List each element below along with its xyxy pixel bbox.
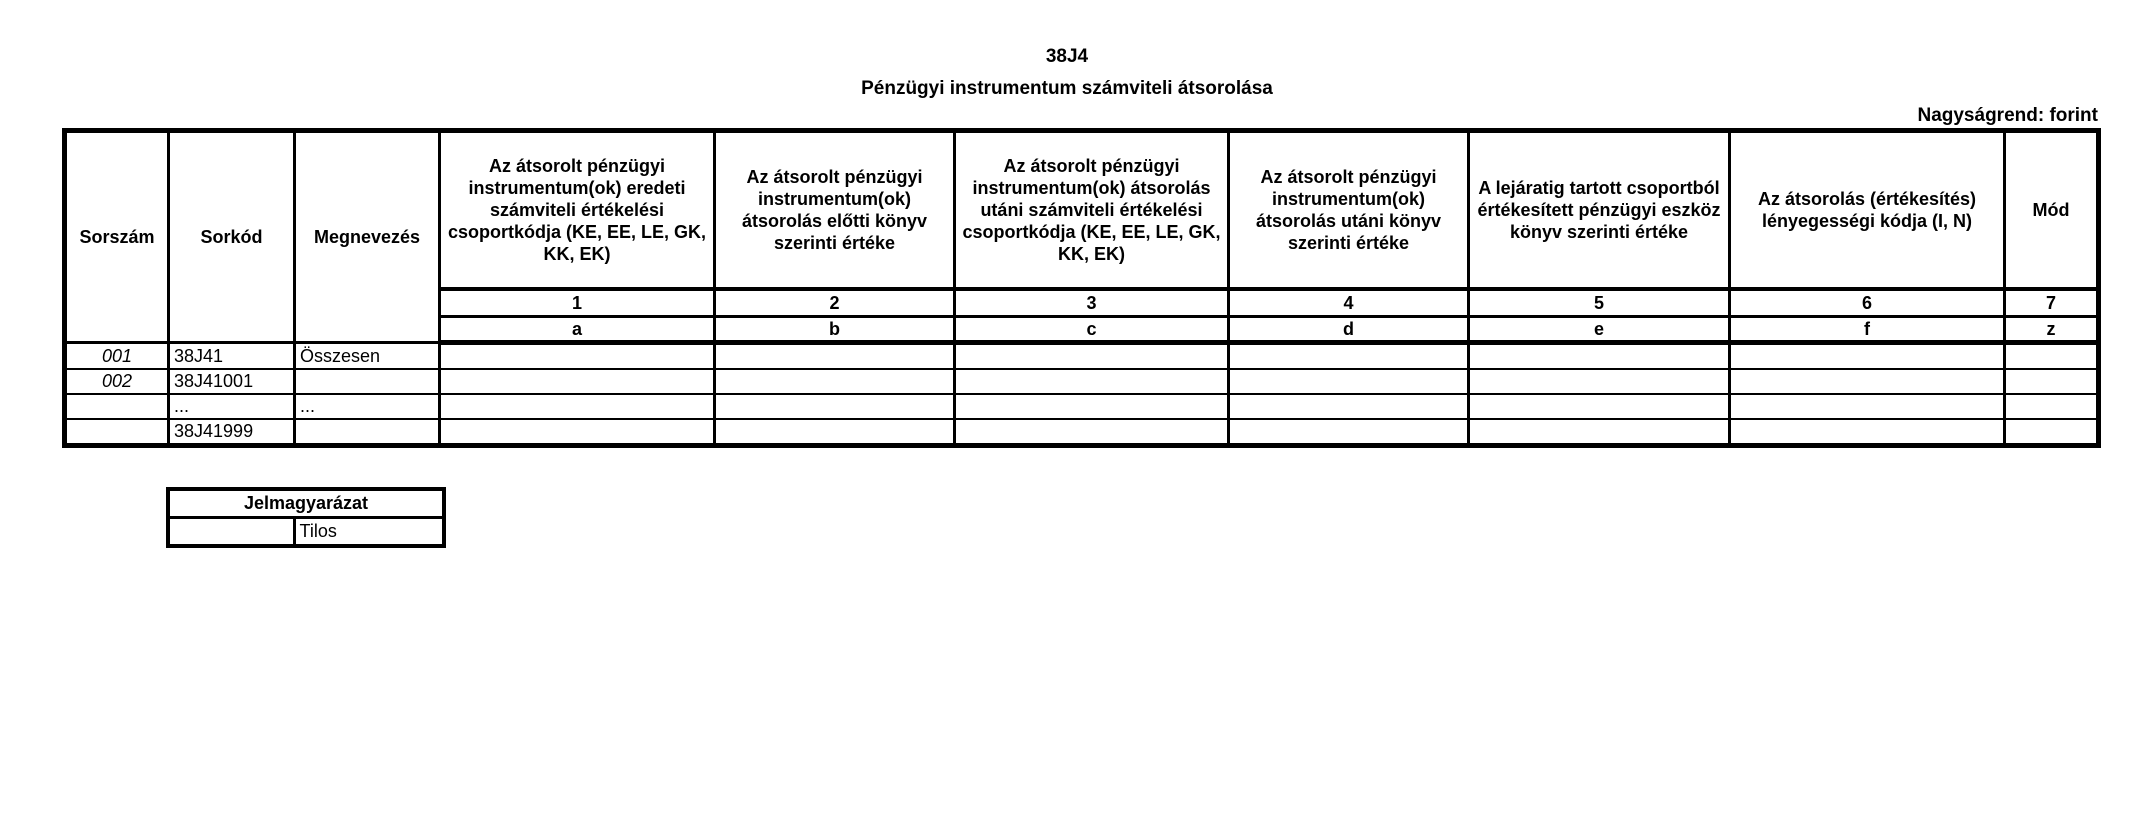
table-row xyxy=(65,369,2099,394)
row-megnevezes: Összesen xyxy=(295,343,440,370)
data-cell[interactable] xyxy=(1469,394,1730,419)
col-number: 4 xyxy=(1229,289,1469,317)
row-sorkod: 38J41 xyxy=(169,343,295,370)
col-letter: d xyxy=(1229,317,1469,343)
col-number: 2 xyxy=(715,289,955,317)
col-header-3: Az átsorolt pénzügyi instrumentum(ok) átsorolás utáni számviteli értékelési csoportkódja (KE, EE, LE, GK, KK, EK) xyxy=(955,131,1229,290)
col-header-5: A lejáratig tartott csoportból értékesített pénzügyi eszköz könyv szerinti értéke xyxy=(1469,131,1730,290)
data-cell[interactable] xyxy=(1730,394,2005,419)
col-header-1: Az átsorolt pénzügyi instrumentum(ok) eredeti számviteli értékelési csoportkódja (KE, EE, LE, GK, KK, EK) xyxy=(440,131,715,290)
legend-title: Jelmagyarázat xyxy=(168,489,444,518)
col-letter: a xyxy=(440,317,715,343)
col-number: 1 xyxy=(440,289,715,317)
col-header-4: Az átsorolt pénzügyi instrumentum(ok) átsorolás utáni könyv szerinti értéke xyxy=(1229,131,1469,290)
row-sorszam xyxy=(65,394,169,419)
row-megnevezes: ... xyxy=(295,394,440,419)
data-cell[interactable] xyxy=(715,369,955,394)
unit-label: Nagyságrend: forint xyxy=(1917,105,2098,126)
data-cell[interactable] xyxy=(1730,369,2005,394)
data-cell[interactable] xyxy=(955,419,1229,446)
col-number: 3 xyxy=(955,289,1229,317)
row-sorszam: 002 xyxy=(65,369,169,394)
data-cell[interactable] xyxy=(2005,369,2099,394)
col-letter: f xyxy=(1730,317,2005,343)
table-row xyxy=(65,343,2099,370)
header-row xyxy=(65,131,2099,290)
data-cell[interactable] xyxy=(955,343,1229,370)
data-cell[interactable] xyxy=(1469,419,1730,446)
data-cell[interactable] xyxy=(1469,369,1730,394)
data-cell[interactable] xyxy=(1730,343,2005,370)
col-letter: c xyxy=(955,317,1229,343)
legend-swatch xyxy=(168,518,294,547)
data-cell[interactable] xyxy=(440,394,715,419)
table-row xyxy=(65,419,2099,446)
table-row xyxy=(65,394,2099,419)
col-number: 5 xyxy=(1469,289,1730,317)
legend-table xyxy=(166,487,446,548)
report-title: Pénzügyi instrumentum számviteli átsorolása xyxy=(861,78,1273,99)
col-header-2: Az átsorolt pénzügyi instrumentum(ok) átsorolás előtti könyv szerinti értéke xyxy=(715,131,955,290)
report-code: 38J4 xyxy=(1045,46,1089,67)
legend-label: Tilos xyxy=(294,518,444,547)
row-sorkod: ... xyxy=(169,394,295,419)
data-cell[interactable] xyxy=(1730,419,2005,446)
data-cell[interactable] xyxy=(715,419,955,446)
data-cell[interactable] xyxy=(440,419,715,446)
row-sorkod: 38J41999 xyxy=(169,419,295,446)
data-cell[interactable] xyxy=(440,369,715,394)
data-cell[interactable] xyxy=(955,394,1229,419)
data-cell[interactable] xyxy=(1229,419,1469,446)
col-letter: b xyxy=(715,317,955,343)
data-cell[interactable] xyxy=(2005,394,2099,419)
row-sorkod: 38J41001 xyxy=(169,369,295,394)
col-letter: e xyxy=(1469,317,1730,343)
col-header-megnevezes: Megnevezés xyxy=(295,131,440,343)
data-cell[interactable] xyxy=(2005,419,2099,446)
col-header-sorkod: Sorkód xyxy=(169,131,295,343)
row-sorszam xyxy=(65,419,169,446)
col-header-sorszam: Sorszám xyxy=(65,131,169,343)
data-cell[interactable] xyxy=(1469,343,1730,370)
data-cell[interactable] xyxy=(440,343,715,370)
col-number: 7 xyxy=(2005,289,2099,317)
col-header-7: Mód xyxy=(2005,131,2099,290)
data-cell[interactable] xyxy=(715,343,955,370)
row-megnevezes xyxy=(295,369,440,394)
col-number: 6 xyxy=(1730,289,2005,317)
data-cell[interactable] xyxy=(1229,394,1469,419)
data-cell[interactable] xyxy=(715,394,955,419)
col-header-6: Az átsorolás (értékesítés) lényegességi kódja (I, N) xyxy=(1730,131,2005,290)
data-cell[interactable] xyxy=(1229,343,1469,370)
data-cell[interactable] xyxy=(1229,369,1469,394)
row-sorszam: 001 xyxy=(65,343,169,370)
col-letter: z xyxy=(2005,317,2099,343)
row-megnevezes xyxy=(295,419,440,446)
data-table xyxy=(62,128,2101,448)
data-cell[interactable] xyxy=(955,369,1229,394)
data-cell[interactable] xyxy=(2005,343,2099,370)
